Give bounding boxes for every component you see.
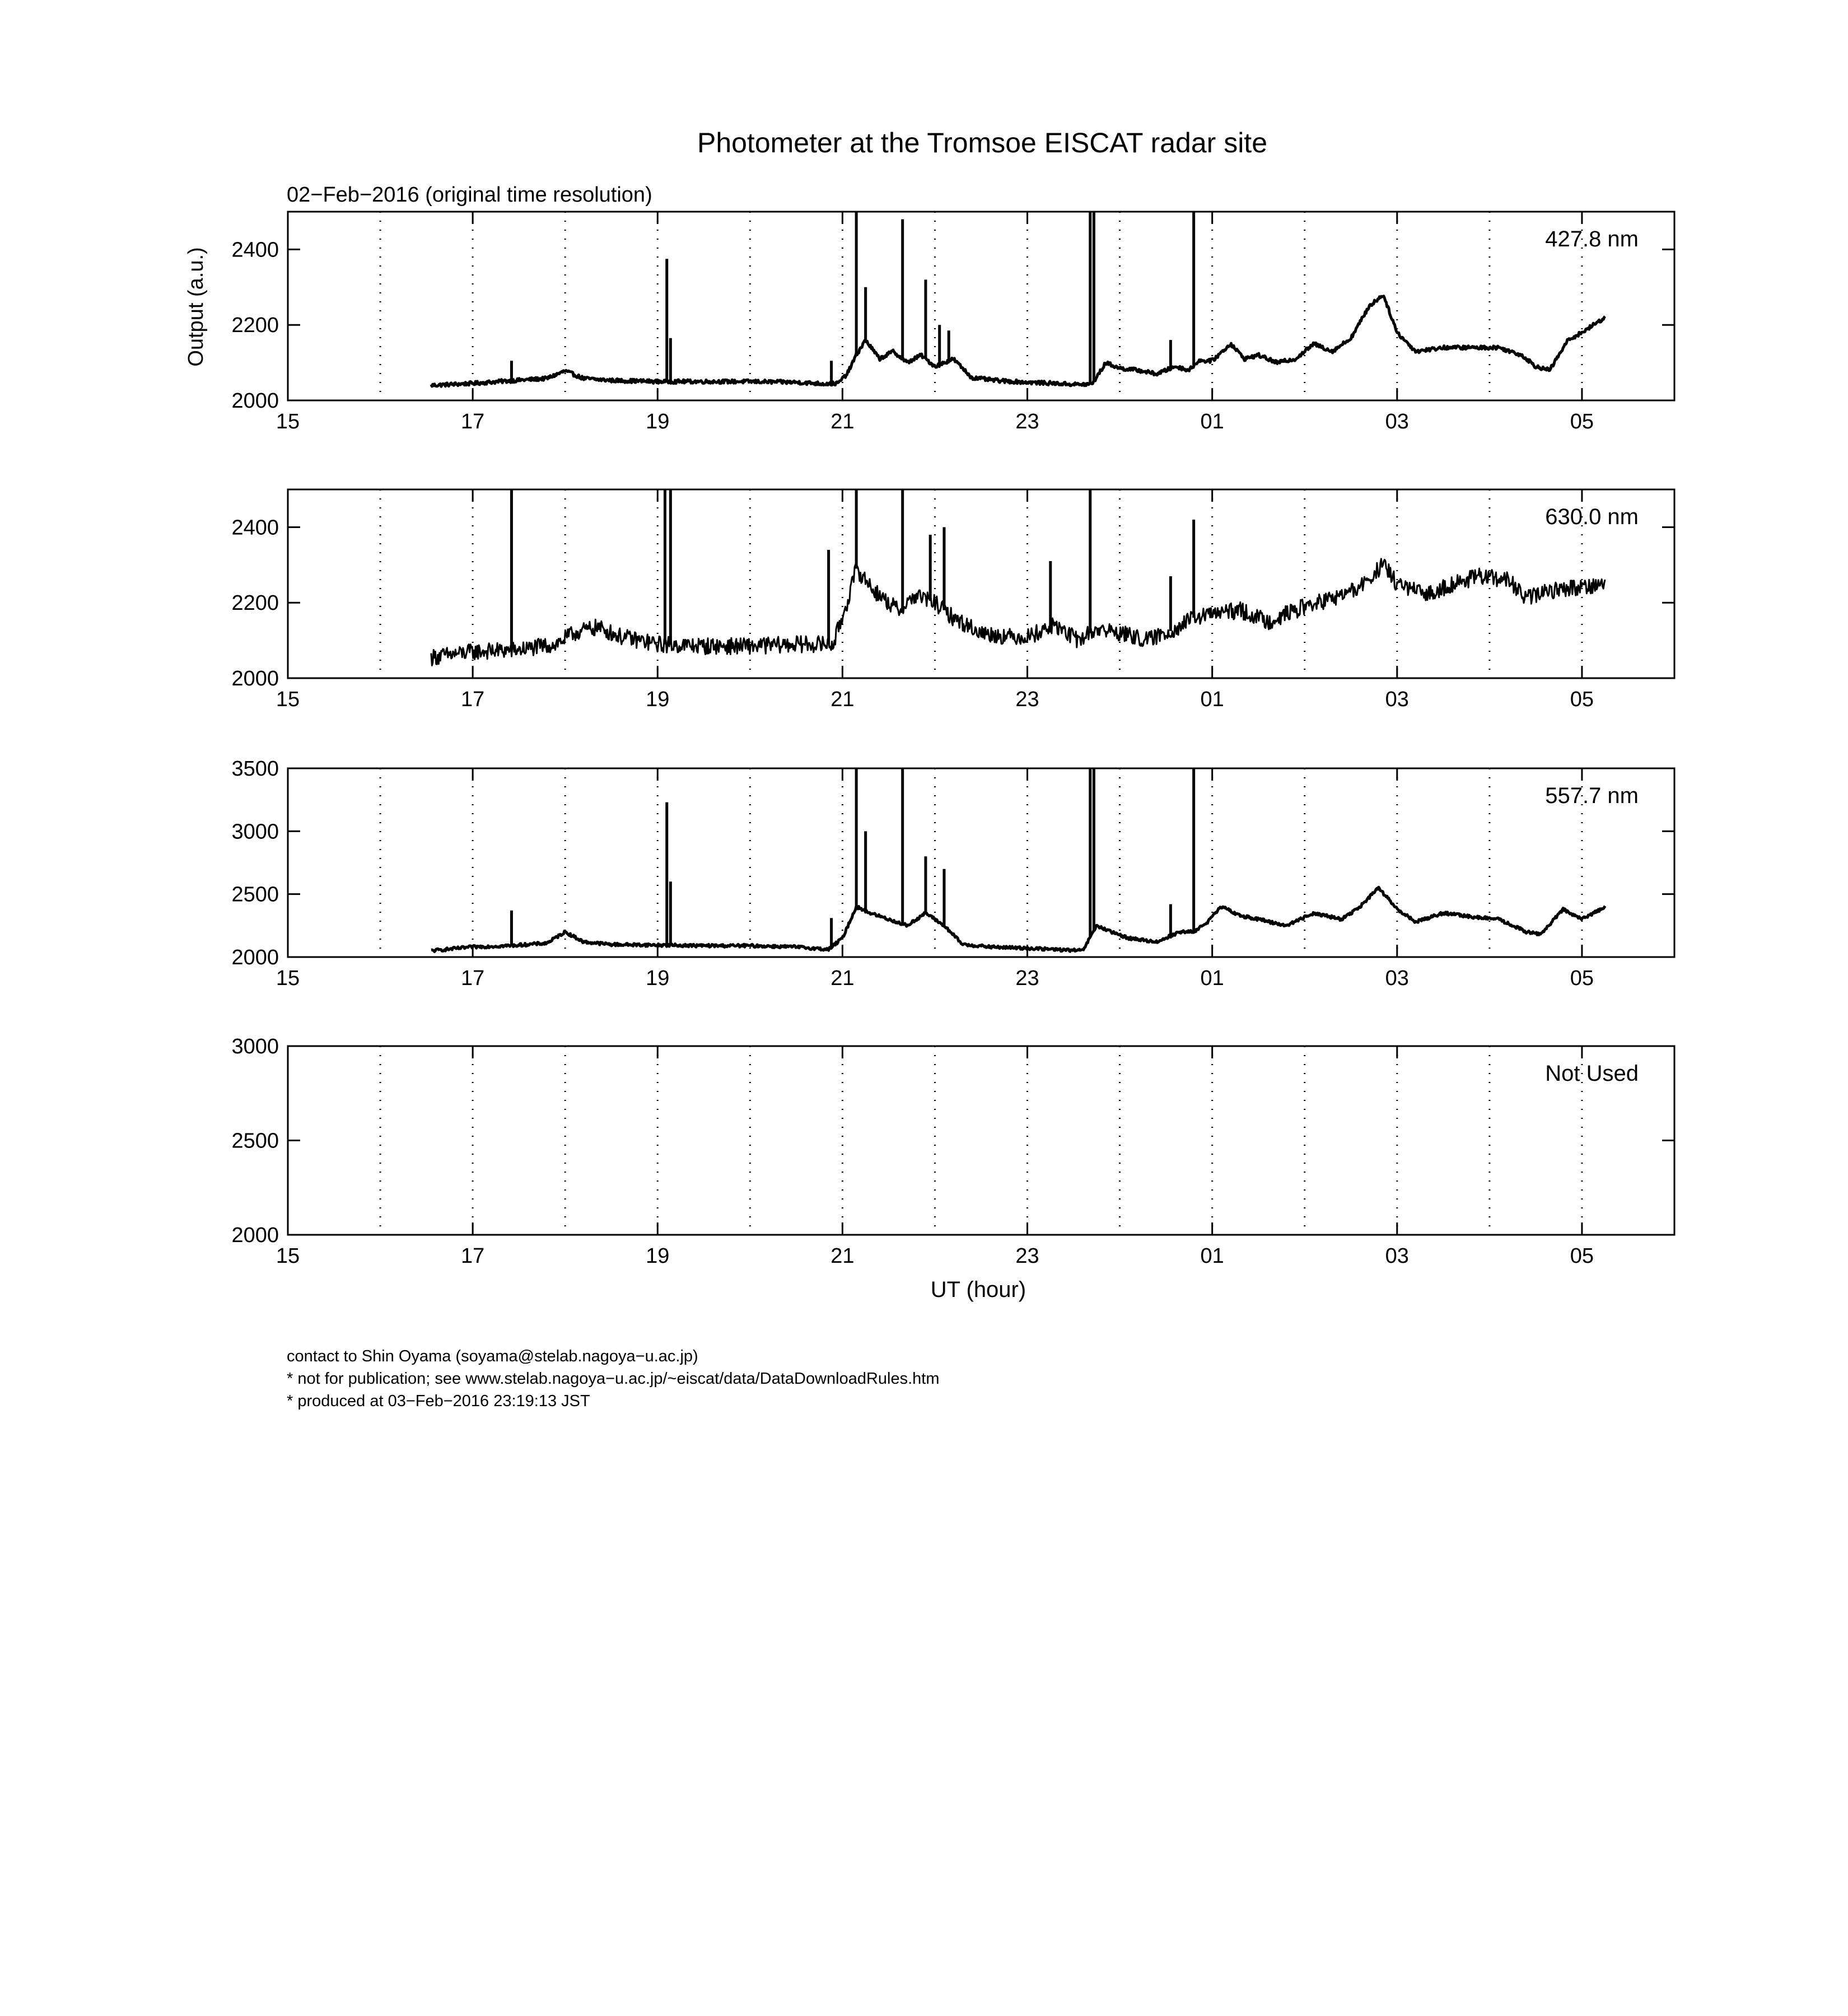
x-tick-label: 21 [830,1244,855,1268]
y-tick-label: 2000 [231,1224,279,1247]
x-tick-label: 15 [276,410,300,433]
x-tick-label: 23 [1015,1244,1039,1268]
x-tick-label: 23 [1015,688,1039,711]
x-tick-label: 17 [460,967,485,990]
panel-557-7nm [231,757,1674,990]
panel-630-0nm [231,489,1674,711]
axes-box [288,768,1674,957]
x-tick-label: 21 [830,410,855,433]
panel-label: 427.8 nm [1545,227,1639,251]
series-line [431,296,1605,387]
y-tick-label: 2200 [231,314,279,338]
panel-label: Not Used [1545,1061,1639,1086]
x-tick-label: 19 [646,967,670,990]
x-tick-label: 03 [1385,688,1409,711]
y-tick-label: 2000 [231,946,279,969]
footer-produced: * produced at 03−Feb−2016 23:19:13 JST [287,1392,590,1410]
x-tick-label: 19 [646,688,670,711]
x-tick-label: 23 [1015,410,1039,433]
x-tick-label: 01 [1200,410,1224,433]
series-line [431,887,1605,951]
y-tick-label: 2200 [231,591,279,615]
x-tick-label: 05 [1570,410,1594,433]
y-tick-label: 2400 [231,238,279,262]
panel-label: 557.7 nm [1545,783,1639,808]
x-tick-label: 15 [276,688,300,711]
y-tick-label: 2400 [231,516,279,540]
y-tick-label: 2000 [231,389,279,413]
y-tick-label: 2000 [231,667,279,690]
x-tick-label: 05 [1570,1244,1594,1268]
y-tick-label: 3500 [231,757,279,781]
y-tick-label: 2500 [231,1129,279,1153]
footer-notice: * not for publication; see www.stelab.nagoya−u.ac.jp/~eiscat/data/DataDownloadRules.htm [287,1370,940,1388]
panel-not-used [231,1035,1674,1268]
x-tick-label: 17 [460,1244,485,1268]
x-tick-label: 03 [1385,410,1409,433]
panel-label: 630.0 nm [1545,505,1639,529]
x-tick-label: 15 [276,1244,300,1268]
x-tick-label: 21 [830,688,855,711]
axes-box [288,1046,1674,1235]
x-tick-label: 05 [1570,967,1594,990]
x-tick-label: 21 [830,967,855,990]
x-tick-label: 01 [1200,1244,1224,1268]
x-tick-label: 15 [276,967,300,990]
y-axis-label: Output (a.u.) [184,247,208,367]
x-tick-label: 03 [1385,967,1409,990]
footer-contact: contact to Shin Oyama (soyama@stelab.nagoya−u.ac.jp) [287,1347,698,1365]
x-tick-label: 17 [460,410,485,433]
x-tick-label: 19 [646,1244,670,1268]
y-tick-label: 3000 [231,1035,279,1058]
figure-title: Photometer at the Tromsoe EISCAT radar site [697,127,1268,158]
y-tick-label: 3000 [231,820,279,844]
x-tick-label: 03 [1385,1244,1409,1268]
x-tick-label: 19 [646,410,670,433]
x-tick-label: 23 [1015,967,1039,990]
x-tick-label: 05 [1570,688,1594,711]
x-tick-label: 17 [460,688,485,711]
footer-notes [287,1345,940,1412]
panel-427-8nm [231,212,1674,433]
axes-box [288,212,1674,400]
x-tick-label: 01 [1200,688,1224,711]
figure-subtitle: 02−Feb−2016 (original time resolution) [287,183,652,207]
x-axis-label: UT (hour) [930,1277,1026,1302]
x-tick-label: 01 [1200,967,1224,990]
series-line [431,559,1605,666]
y-tick-label: 2500 [231,883,279,907]
